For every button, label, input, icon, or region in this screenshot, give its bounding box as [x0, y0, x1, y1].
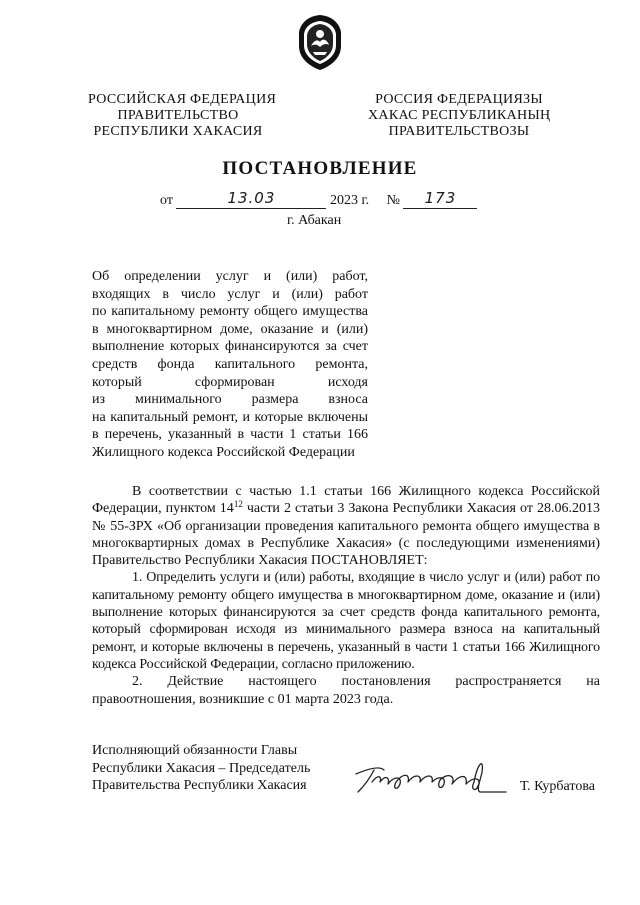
item-1-paragraph: 1. Определить услуги и (или) работы, входящие в число услуг и (или) работ по капитальному ремонту общего имущества в многоквартирном доме, оказание и (или) выполнение которых финансируются за счет средств фонда капитального ремонта, который сформирован исходя из минимального размера взноса на капитальный ремонт, и которые включены в перечень, указанный в части 1 статьи 166 Жилищного кодекса Российской Федерации, согласно приложению. — [92, 570, 600, 672]
item-2-paragraph: 2. Действие настоящего постановления распространяется на правоотношения, возникшие с 01 марта 2023 года. — [92, 674, 600, 707]
date-prefix: от — [160, 193, 173, 208]
handwritten-signature — [350, 752, 510, 800]
signer-name: Т. Курбатова — [520, 779, 595, 794]
preamble-superscript: 12 — [233, 499, 243, 510]
subject-line: в перечень, указанный в части 1 статьи 166 — [92, 427, 368, 443]
subject-line: Жилищного кодекса Российской Федерации — [92, 444, 355, 460]
subject-line: в многоквартирном доме, оказание и (или) — [92, 321, 368, 337]
subject-line: входящих в число услуг и (или) работ — [92, 286, 368, 302]
document-body — [92, 483, 600, 708]
subject-line: который сформирован исходя — [92, 374, 368, 390]
header-right-khakas — [368, 92, 550, 140]
subject-line: на капитальный ремонт, и которые включены — [92, 409, 368, 425]
number-sign: № — [386, 193, 400, 208]
signature-title-line: Правительства Республики Хакасия — [92, 778, 307, 793]
subject-line: по капитальному ремонту общего имущества — [92, 304, 368, 320]
header-right-line-3: ПРАВИТЕЛЬСТВОЗЫ — [388, 124, 530, 139]
signature-title-line: Республики Хакасия – Председатель — [92, 760, 311, 776]
handwritten-number: 173 — [424, 189, 457, 207]
header-right-line-2: ХАКАС РЕСПУБЛИКАНЫҢ — [368, 108, 551, 123]
preamble-text-1: В соответствии с частью 1.1 статьи 166 Жилищного кодекса Российской Федерации, пунктом 14 — [92, 484, 600, 517]
header-right-line-1: РОССИЯ ФЕДЕРАЦИЯЗЫ — [375, 92, 543, 107]
date-number-line — [160, 189, 477, 209]
header-left-russian — [88, 92, 277, 140]
header-left-line-3: РЕСПУБЛИКИ ХАКАСИЯ — [93, 124, 263, 139]
subject-block — [92, 268, 368, 462]
coat-of-arms-emblem — [295, 12, 345, 72]
subject-line: из минимального размера взноса — [92, 392, 368, 408]
preamble-text-2: части 2 статьи 3 Закона Республики Хакасия от 28.06.2013 № 55-ЗРХ «Об организации проведения капитального ремонта общего имущества в многоквартирных домах в Республике Хакасия» (с последующими изменениями) Правительство Республики Хакасия ПОСТАНОВЛЯЕТ: — [92, 501, 600, 569]
header-left-line-2: ПРАВИТЕЛЬСТВО — [117, 108, 239, 123]
handwritten-date: 13.03 — [227, 189, 276, 207]
preamble-paragraph — [92, 483, 600, 569]
header-left-line-1: РОССИЙСКАЯ ФЕДЕРАЦИЯ — [88, 92, 277, 107]
subject-line: выполнение которых финансируются за счет — [92, 339, 368, 355]
city-label: г. Абакан — [287, 213, 342, 228]
subject-line: средств фонда капитального ремонта, — [92, 356, 368, 372]
date-year: 2023 г. — [329, 193, 370, 208]
subject-line: Об определении услуг и (или) работ, — [92, 269, 368, 284]
number-field — [403, 189, 477, 209]
date-field — [176, 189, 326, 209]
document-title: ПОСТАНОВЛЕНИЕ — [222, 158, 418, 179]
signature-title-block — [92, 742, 310, 795]
signature-title-line: Исполняющий обязанности Главы — [92, 743, 298, 758]
